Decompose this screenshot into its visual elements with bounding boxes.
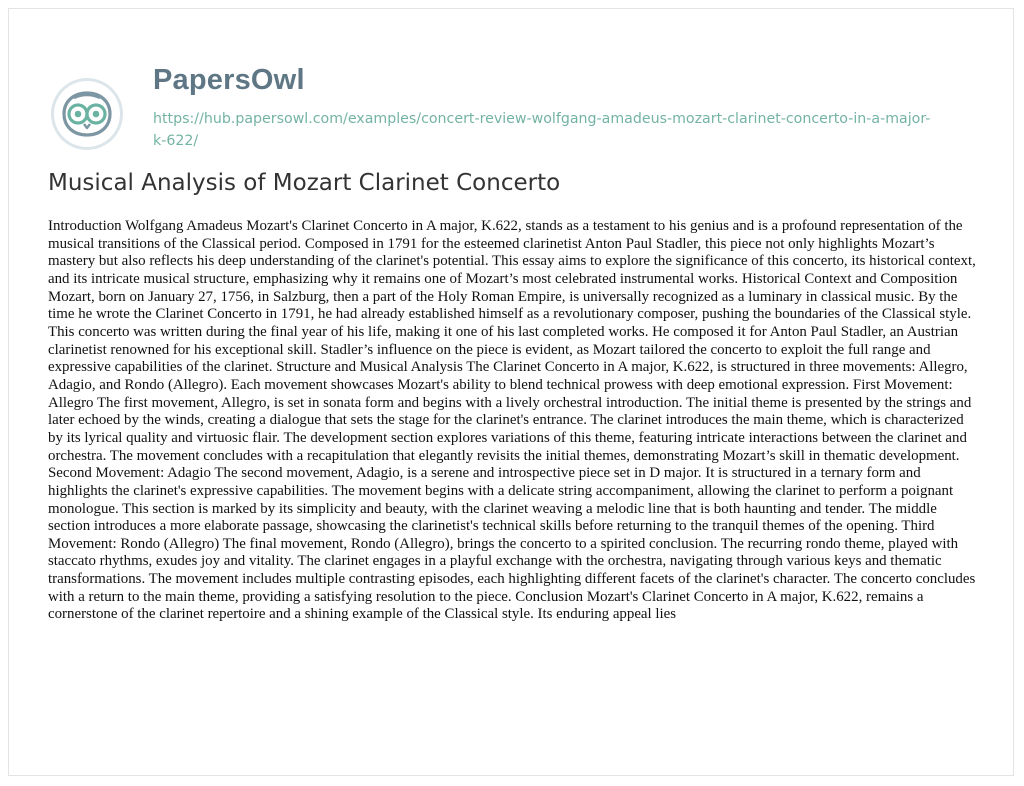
- page-title: Musical Analysis of Mozart Clarinet Concerto: [48, 170, 561, 196]
- owl-icon: [50, 77, 124, 151]
- brand-name[interactable]: PapersOwl: [153, 64, 305, 96]
- essay-body: Introduction Wolfgang Amadeus Mozart's Clarinet Concerto in A major, K.622, stands as a testament to his genius and is a profound representation of the musical transitions of the Classical period. Composed in 1791 for the esteemed clarinetist Anton Paul Stadler, this piece not only highlights Mozart’s mastery but also reflects his deep understanding of the clarinet's potential. This essay aims to explore the significance of this concerto, its historical context, and its intricate musical structure, emphasizing why it remains one of Mozart’s most celebrated instrumental works. Historical Context and Composition Mozart, born on January 27, 1756, in Salzburg, then a part of the Holy Roman Empire, is universally recognized as a luminary in classical music. By the time he wrote the Clarinet Concerto in 1791, he had already established himself as a revolutionary composer, pushing the boundaries of the Classical style. This concerto was written during the final year of his life, making it one of his last completed works. He composed it for Anton Paul Stadler, an Austrian clarinetist renowned for his exceptional skill. Stadler’s influence on the piece is evident, as Mozart tailored the concerto to exploit the full range and expressive capabilities of the clarinet. Structure and Musical Analysis The Clarinet Concerto in A major, K.622, is structured in three movements: Allegro, Adagio, and Rondo (Allegro). Each movement showcases Mozart's ability to blend technical prowess with deep emotional expression. First Movement: Allegro The first movement, Allegro, is set in sonata form and begins with a lively orchestral introduction. The initial theme is presented by the strings and later echoed by the winds, creating a dialogue that sets the stage for the clarinet's entrance. The clarinet introduces the main theme, which is characterized by its lyrical quality and virtuosic flair. The development section explores variations of this theme, featuring intricate interactions between the clarinet and orchestra. The movement concludes with a recapitulation that elegantly revisits the initial themes, demonstrating Mozart’s skill in thematic development. Second Movement: Adagio The second movement, Adagio, is a serene and introspective piece set in D major. It is structured in a ternary form and highlights the clarinet's expressive capabilities. The movement begins with a delicate string accompaniment, allowing the clarinet to perform a poignant monologue. This section is marked by its simplicity and beauty, with the clarinet weaving a melodic line that is both haunting and tender. The middle section introduces a more elaborate passage, showcasing the clarinetist's technical skills before returning to the tranquil themes of the opening. Third Movement: Rondo (Allegro) The final movement, Rondo (Allegro), brings the concerto to a spirited conclusion. The recurring rondo theme, played with staccato rhythms, exudes joy and vitality. The clarinet engages in a playful exchange with the orchestra, navigating through various keys and thematic transformations. The movement includes multiple contrasting episodes, each highlighting different facets of the clarinet's character. The concerto concludes with a return to the main theme, providing a satisfying resolution to the piece. Conclusion Mozart's Clarinet Concerto in A major, K.622, remains a cornerstone of the clarinet repertoire and a shining example of the Classical style. Its enduring appeal lies: [48, 218, 976, 623]
- header: [50, 64, 990, 159]
- source-url-link[interactable]: https://hub.papersowl.com/examples/concert-review-wolfgang-amadeus-mozart-clarinet-concerto-in-a-major-k-622/: [153, 111, 931, 149]
